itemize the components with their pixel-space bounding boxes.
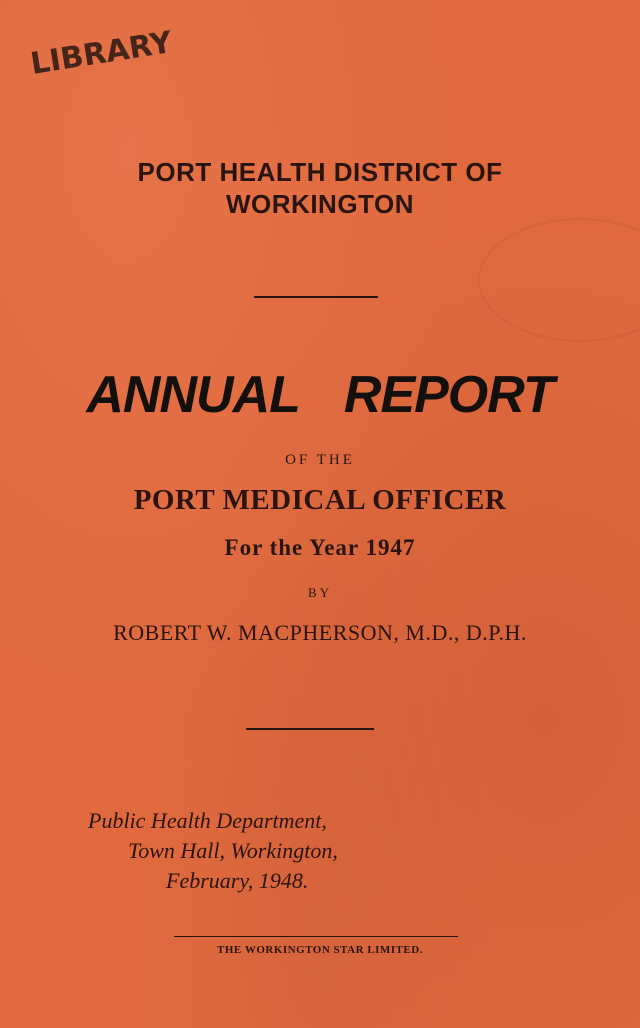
address-line-3: February, 1948.: [166, 868, 309, 893]
by-label: BY: [307, 585, 333, 600]
report-word: REPORT: [343, 366, 554, 424]
divider-top: [254, 296, 378, 298]
printer-credit: THE WORKINGTON STAR LIMITED.: [217, 944, 423, 956]
annual-report-title: [0, 365, 640, 425]
address-line-1: Public Health Department,: [88, 808, 327, 833]
address-line-2: Town Hall, Workington,: [128, 838, 338, 863]
year-heading: For the Year 1947: [224, 535, 416, 560]
author-name: ROBERT W. MACPHERSON, M.D., D.P.H.: [113, 620, 527, 645]
divider-bottom: [174, 936, 458, 937]
of-the-label: OF THE: [285, 452, 355, 468]
district-line-2: WORKINGTON: [226, 189, 414, 219]
district-heading: [0, 156, 640, 220]
district-line-1: PORT HEALTH DISTRICT OF: [137, 157, 503, 187]
faint-library-seal: [478, 218, 640, 342]
divider-middle: [246, 728, 374, 730]
library-stamp: LIBRARY: [28, 25, 175, 82]
annual-word: ANNUAL: [86, 366, 300, 424]
officer-heading: PORT MEDICAL OFFICER: [133, 484, 507, 516]
